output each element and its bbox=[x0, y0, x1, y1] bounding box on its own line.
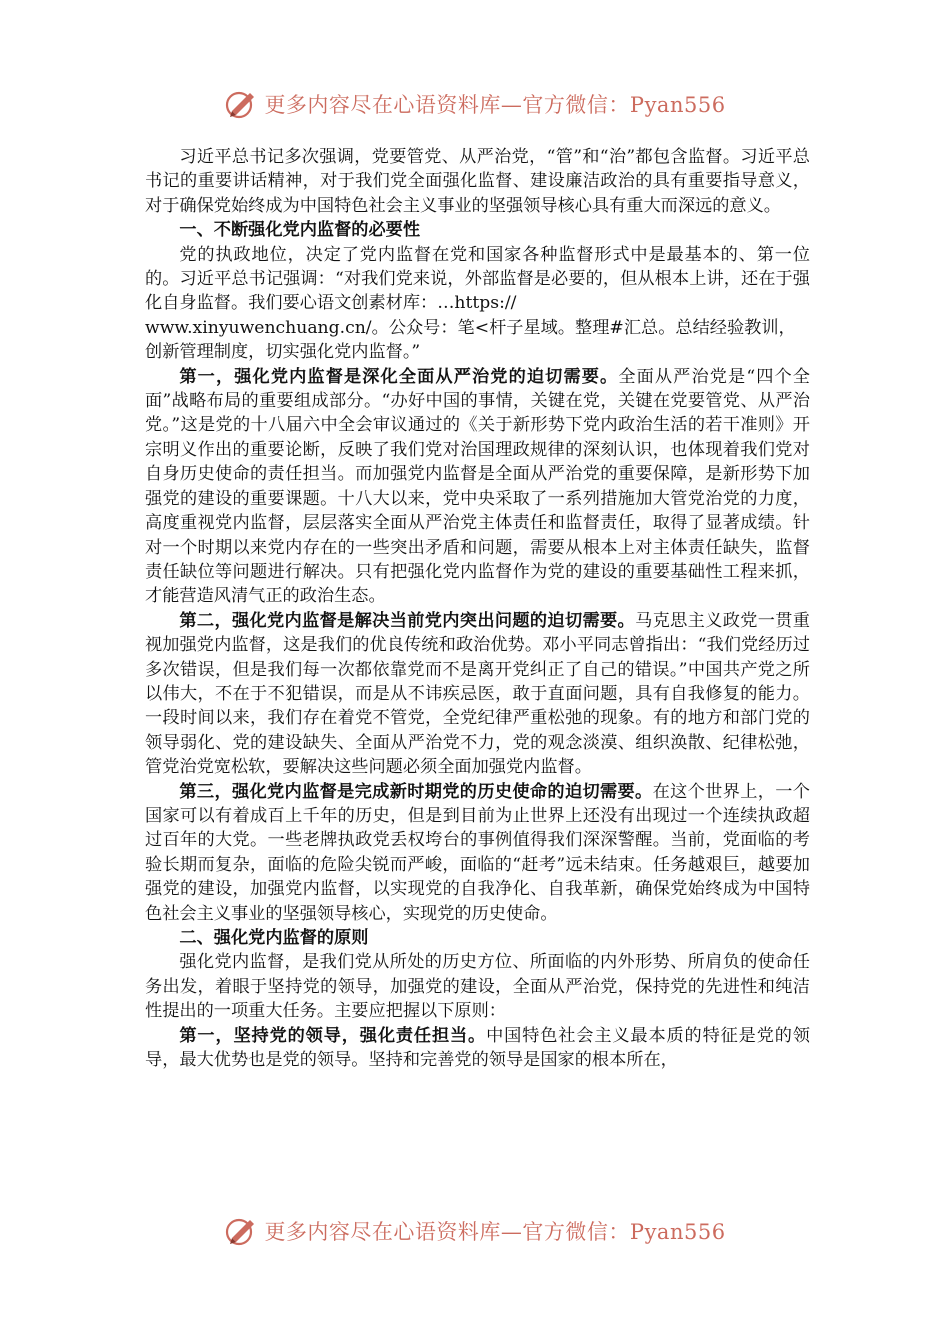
point-3-body: 在这个世界上，一个国家可以有着成百上千年的历史，但是到目前为止世界上还没有出现过一个连续执政超过百年的大党。一些老牌执政党丢权垮台的事例值得我们深深警醒。当前，党面临的考验长期而复杂，面临的危险尖锐而严峻，面临的“赶考”远未结束。任务越艰巨，越要加强党的建设，加强党内监督，以实现党的自我净化、自我革新，确保党始终成为中国特色社会主义事业的坚强领导核心，实现党的历史使命。 bbox=[145, 781, 810, 924]
point-3-paragraph bbox=[145, 780, 810, 926]
section-1-heading: 一、不断强化党内监督的必要性 bbox=[179, 220, 421, 241]
section-2-heading: 二、强化党内监督的原则 bbox=[179, 928, 369, 948]
point-1-body: 全面从严治党是“四个全面”战略布局的重要组成部分。“办好中国的事情，关键在党，关键在党要管党、从严治党。”这是党的十八届六中全会审议通过的《关于新形势下党内政治生活的若干准则》开宗明义作出的重要论断，反映了我们党对治国理政规律的深刻认识，也体现着我们党对自身历史使命的责任担当。而加强党内监督是全面从严治党的重要保障，是新形势下加强党的建设的重要课题。十八大以来，党中央采取了一系列措施加大管党治党的力度，高度重视党内监督，层层落实全面从严治党主体责任和监督责任，取得了显著成绩。针对一个时期以来党内存在的一些突出矛盾和问题，需要从根本上对主体责任缺失，监督责任缺位等问题进行解决。只有把强化党内监督作为党的建设的重要基础性工程来抓，才能营造风清气正的政治生态。 bbox=[145, 366, 810, 607]
section-1-text-c: 创新管理制度，切实强化党内监督。” bbox=[145, 342, 421, 363]
point-1-lead: 第一，强化党内监督是深化全面从严治党的迫切需要。 bbox=[179, 366, 619, 387]
banner-text: 更多内容尽在心语资料库—官方微信：Pyan556 bbox=[264, 93, 726, 117]
point-2-body: 马克思主义政党一贯重视加强党内监督，这是我们的优良传统和政治优势。邓小平同志曾指出：“我们党经历过多次错误，但是我们每一次都依靠党而不是离开党纠正了自己的错误。”中国共产党之所以伟大，不在于不犯错误，而是从不讳疾忌医，敢于直面问题，具有自我修复的能力。一段时间以来，我们存在着党不管党，全党纪律严重松弛的现象。有的地方和部门党的领导弱化、党的建设缺失、全面从严治党不力，党的观念淡漠、组织涣散、纪律松弛，管党治党宽松软，要解决这些问题必须全面加强党内监督。 bbox=[145, 610, 810, 778]
footer-watermark-banner bbox=[0, 1211, 950, 1251]
point-2-lead: 第二，强化党内监督是解决当前党内突出问题的迫切需要。 bbox=[179, 610, 636, 631]
point-1-paragraph bbox=[145, 365, 810, 609]
banner-text: 更多内容尽在心语资料库—官方微信：Pyan556 bbox=[264, 1220, 726, 1244]
document-body bbox=[145, 145, 810, 1072]
principle-1-lead: 第一，坚持党的领导，强化责任担当。 bbox=[179, 1025, 487, 1046]
pen-logo-icon bbox=[224, 1214, 258, 1248]
pen-logo-icon bbox=[224, 87, 258, 121]
point-2-paragraph bbox=[145, 609, 810, 780]
principle-1-paragraph bbox=[145, 1024, 810, 1073]
section-1-text-a: 党的执政地位，决定了党内监督在党和国家各种监督形式中是最基本的、第一位的。习近平总书记强调：“对我们党来说，外部监督是必要的，但从根本上讲，还在于强化自身监督。我们要心语文创素材库：…https:// bbox=[145, 244, 810, 314]
header-watermark-banner bbox=[0, 84, 950, 124]
section-1-paragraph bbox=[145, 243, 810, 365]
section-1-text-b: www.xinyuwenchuang.cn/。公众号：笔<杆子星域。整理#汇总。总结经验教训， bbox=[145, 317, 796, 338]
principle-1-body: 中国特色社会主义最本质的特征是党的领导，最大优势也是党的领导。坚持和完善党的领导是国家的根本所在， bbox=[145, 1025, 810, 1071]
section-2-paragraph: 强化党内监督，是我们党从所处的历史方位、所面临的内外形势、所肩负的使命任务出发，着眼于坚持党的领导，加强党的建设，全面从严治党，保持党的先进性和纯洁性提出的一项重大任务。主要应把握以下原则： bbox=[145, 952, 810, 1022]
intro-paragraph: 习近平总书记多次强调，党要管党、从严治党，“管”和“治”都包含监督。习近平总书记的重要讲话精神，对于我们党全面强化监督、建设廉洁政治的具有重要指导意义，对于确保党始终成为中国特色社会主义事业的坚强领导核心具有重大而深远的意义。 bbox=[145, 147, 810, 216]
point-3-lead: 第三，强化党内监督是完成新时期党的历史使命的迫切需要。 bbox=[179, 781, 653, 802]
